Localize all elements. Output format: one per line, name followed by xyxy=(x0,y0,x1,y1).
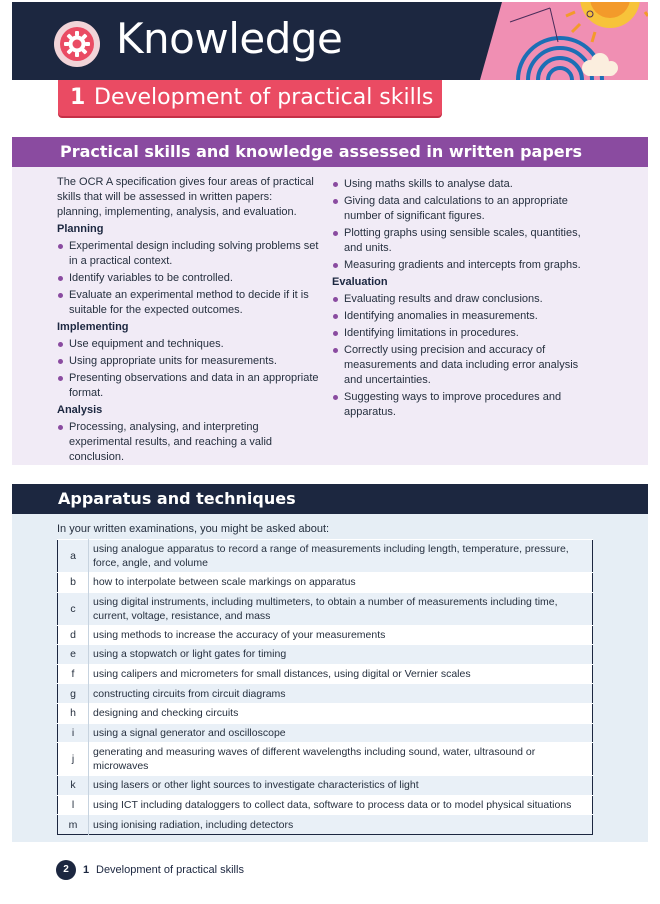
list-item: Evaluate an experimental method to decide if it is suitable for the expected outcomes. xyxy=(57,288,319,318)
list-item: Suggesting ways to improve procedures and apparatus. xyxy=(332,390,594,420)
row-text: using a stopwatch or light gates for timing xyxy=(89,645,593,665)
row-letter: j xyxy=(58,743,89,776)
section-apparatus-body xyxy=(12,514,648,842)
table-row xyxy=(58,795,593,815)
section-title: Apparatus and techniques xyxy=(58,489,296,508)
list-item: Identifying limitations in procedures. xyxy=(332,326,594,341)
list-item: Presenting observations and data in an appropriate format. xyxy=(57,371,319,401)
row-letter: c xyxy=(58,592,89,625)
table-row xyxy=(58,684,593,704)
footer-chapter-title: Development of practical skills xyxy=(96,864,244,876)
list-item: Using appropriate units for measurements. xyxy=(57,354,319,369)
list-item: Using maths skills to analyse data. xyxy=(332,177,594,192)
section-apparatus-header xyxy=(12,484,648,514)
row-letter: k xyxy=(58,776,89,796)
table-row xyxy=(58,723,593,743)
row-text: designing and checking circuits xyxy=(89,703,593,723)
page-title: Knowledge xyxy=(116,14,343,63)
table-row xyxy=(58,573,593,593)
planning-heading: Planning xyxy=(57,223,104,235)
row-letter: m xyxy=(58,815,89,835)
table-row xyxy=(58,540,593,573)
section-practical-skills-header xyxy=(12,137,648,167)
table-row xyxy=(58,625,593,645)
footer-chapter-number: 1 xyxy=(83,864,90,876)
row-letter: h xyxy=(58,703,89,723)
table-row xyxy=(58,815,593,835)
list-item: Plotting graphs using sensible scales, quantities, and units. xyxy=(332,226,594,256)
planning-list xyxy=(57,239,319,318)
table-row xyxy=(58,776,593,796)
row-letter: l xyxy=(58,795,89,815)
analysis-list-left xyxy=(57,420,319,465)
row-letter: d xyxy=(58,625,89,645)
decorative-illustration xyxy=(480,2,648,80)
chapter-number: 1 xyxy=(70,85,86,110)
page-number: 2 xyxy=(56,860,76,880)
apparatus-intro: In your written examinations, you might be asked about: xyxy=(57,523,330,535)
row-letter: a xyxy=(58,540,89,573)
row-letter: f xyxy=(58,664,89,684)
right-column xyxy=(332,175,594,422)
table-row xyxy=(58,743,593,776)
chapter-title: Development of practical skills xyxy=(94,85,434,110)
row-letter: b xyxy=(58,573,89,593)
row-text: using ICT including dataloggers to collect data, software to process data or to model physical situations xyxy=(89,795,593,815)
evaluation-heading: Evaluation xyxy=(332,276,388,288)
list-item: Identifying anomalies in measurements. xyxy=(332,309,594,324)
row-text: using analogue apparatus to record a range of measurements including length, temperature, pressure, force, angle, and volume xyxy=(89,540,593,573)
intro-paragraph: The OCR A specification gives four areas of practical skills that will be assessed in written papers: planning, implementing, analysis, and evaluation. xyxy=(57,176,314,218)
row-text: using methods to increase the accuracy of your measurements xyxy=(89,625,593,645)
section-practical-skills-body xyxy=(12,167,648,465)
knowledge-banner xyxy=(12,2,648,80)
row-text: generating and measuring waves of different wavelengths including sound, water, ultrasound or microwaves xyxy=(89,743,593,776)
table-row xyxy=(58,664,593,684)
table-row xyxy=(58,645,593,665)
list-item: Evaluating results and draw conclusions. xyxy=(332,292,594,307)
section-title: Practical skills and knowledge assessed in written papers xyxy=(60,142,583,161)
implementing-list xyxy=(57,337,319,401)
analysis-heading: Analysis xyxy=(57,404,103,416)
row-letter: e xyxy=(58,645,89,665)
analysis-list-right xyxy=(332,177,594,273)
row-text: using digital instruments, including multimeters, to obtain a number of measurements including time, current, voltage, resistance, and mass xyxy=(89,592,593,625)
list-item: Giving data and calculations to an appropriate number of significant figures. xyxy=(332,194,594,224)
table-row xyxy=(58,703,593,723)
row-text: using a signal generator and oscilloscope xyxy=(89,723,593,743)
list-item: Identify variables to be controlled. xyxy=(57,271,319,286)
chapter-tab xyxy=(58,80,442,116)
apparatus-table xyxy=(57,539,593,835)
list-item: Correctly using precision and accuracy of measurements and data including error analysis and uncertainties. xyxy=(332,343,594,388)
implementing-heading: Implementing xyxy=(57,321,129,333)
row-text: using ionising radiation, including detectors xyxy=(89,815,593,835)
list-item: Processing, analysing, and interpreting experimental results, and reaching a valid conclusion. xyxy=(57,420,319,465)
gear-icon xyxy=(54,21,100,67)
list-item: Experimental design including solving problems set in a practical context. xyxy=(57,239,319,269)
table-row xyxy=(58,592,593,625)
list-item: Measuring gradients and intercepts from graphs. xyxy=(332,258,594,273)
row-text: using lasers or other light sources to investigate characteristics of light xyxy=(89,776,593,796)
evaluation-list xyxy=(332,292,594,420)
left-column xyxy=(57,175,319,467)
row-letter: g xyxy=(58,684,89,704)
row-text: constructing circuits from circuit diagrams xyxy=(89,684,593,704)
row-text: how to interpolate between scale markings on apparatus xyxy=(89,573,593,593)
list-item: Use equipment and techniques. xyxy=(57,337,319,352)
row-text: using calipers and micrometers for small distances, using digital or Vernier scales xyxy=(89,664,593,684)
row-letter: i xyxy=(58,723,89,743)
